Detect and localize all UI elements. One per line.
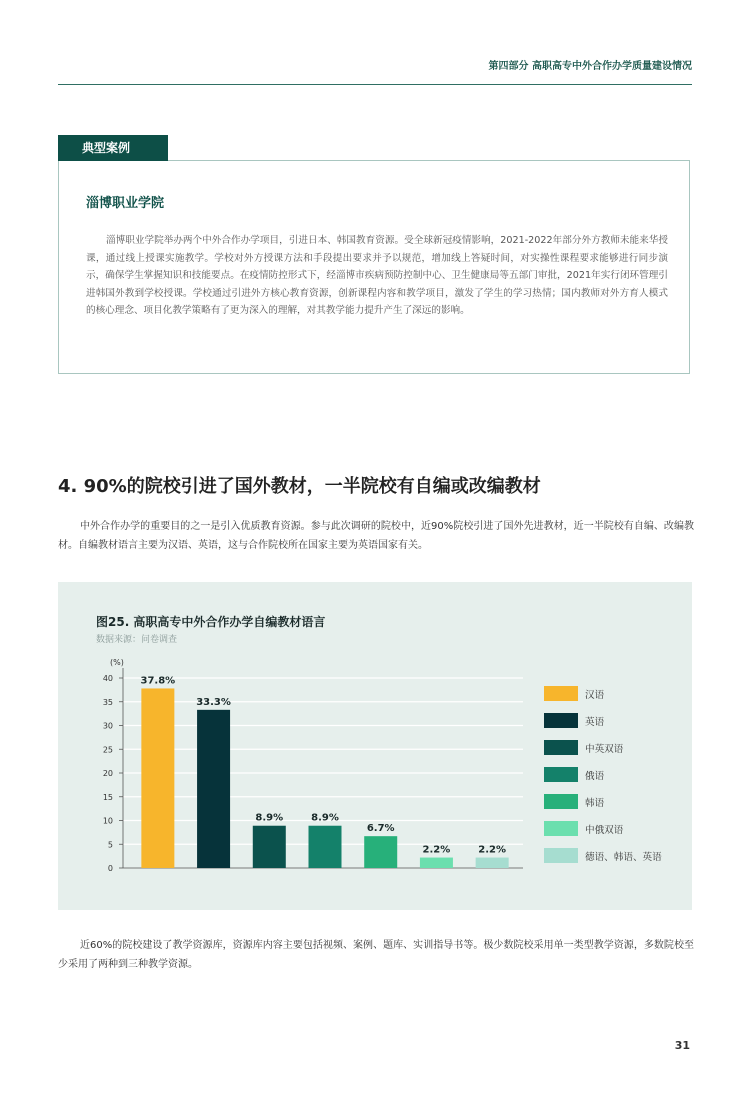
- running-header: 第四部分 高职高专中外合作办学质量建设情况: [488, 61, 692, 72]
- case-title: 淄博职业学院: [86, 196, 165, 211]
- y-tick-label: 15: [102, 792, 113, 802]
- legend-label: 汉语: [585, 690, 605, 701]
- header-divider: [58, 84, 692, 85]
- y-tick-label: 10: [102, 816, 113, 826]
- y-tick-label: 40: [102, 674, 113, 683]
- bar-value-label: 6.7%: [366, 823, 395, 835]
- bar-value-label: 37.8%: [140, 675, 176, 687]
- bar-value-label: 8.9%: [311, 812, 339, 824]
- legend-swatch: [544, 848, 578, 863]
- legend-swatch: [544, 821, 578, 836]
- y-tick-label: 30: [102, 721, 113, 731]
- bar-value-label: 2.2%: [478, 844, 507, 856]
- legend-label: 韩语: [585, 798, 605, 809]
- legend-label: 中英双语: [585, 744, 624, 755]
- bar: [197, 710, 230, 868]
- bar: [141, 688, 174, 868]
- y-tick-label: 35: [102, 697, 113, 707]
- y-tick-label: 5: [107, 840, 113, 850]
- section-paragraph-1: 中外合作办学的重要目的之一是引入优质教育资源。参与此次调研的院校中，近90%院校引进了国外先进教材，近一半院校有自编、改编教材。自编教材语言主要为汉语、英语，这与合作院校所在国家主要为英语国家有关。: [58, 521, 694, 551]
- bar: [253, 826, 286, 868]
- y-axis-label: (%): [110, 658, 124, 667]
- y-tick-label: 0: [107, 864, 113, 873]
- section-heading: 4. 90%的院校引进了国外教材，一半院校有自编或改编教材: [58, 476, 541, 497]
- case-body-text: 淄博职业学院举办两个中外合作办学项目，引进日本、韩国教育资源。受全球新冠疫情影响，2021-2022年部分外方教师未能来华授课，通过线上授课实施教学。学校对外方授课方法和手段提出要求并予以规范，增加线上答疑时间，对实操性课程要求能够进行同步演示，确保学生掌握知识和技能要点。在疫情防控形式下，经淄博市疾病预防控制中心、卫生健康局等五部门审批，2021年实行闭环管理引进韩国外教到学校授课。学校通过引进外方核心教育资源，创新课程内容和教学项目，激发了学生的学习热情；国内教师对外方育人模式的核心理念、项目化教学策略有了更为深入的理解，对其教学能力提升产生了深远的影响。: [86, 235, 668, 317]
- legend-swatch: [544, 767, 578, 782]
- bar-value-label: 33.3%: [196, 696, 231, 708]
- page-number: 31: [674, 1039, 690, 1052]
- section-paragraph-2: 近60%的院校建设了教学资源库，资源库内容主要包括视频、案例、题库、实训指导书等。极少数院校采用单一类型教学资源，多数院校至少采用了两种到三种教学资源。: [58, 940, 694, 970]
- bar: [476, 858, 509, 868]
- bar: [309, 826, 342, 868]
- y-tick-label: 25: [102, 745, 113, 755]
- legend-swatch: [544, 686, 578, 701]
- figure-title: 图25. 高职高专中外合作办学自编教材语言: [96, 615, 326, 629]
- legend-label: 中俄双语: [585, 825, 624, 836]
- bar-value-label: 8.9%: [255, 812, 284, 824]
- legend-label: 俄语: [585, 771, 605, 782]
- legend-swatch: [544, 794, 578, 809]
- legend-swatch: [544, 713, 578, 728]
- bar-value-label: 2.2%: [422, 844, 451, 856]
- legend-label: 德语、韩语、英语: [585, 852, 662, 863]
- case-tab-label: 典型案例: [58, 135, 168, 161]
- legend-swatch: [544, 740, 578, 755]
- legend-label: 英语: [585, 717, 605, 728]
- bar: [364, 836, 397, 868]
- y-tick-label: 20: [102, 769, 113, 778]
- bar: [420, 858, 453, 868]
- figure-panel: [58, 582, 692, 910]
- figure-source: 数据来源：问卷调查: [96, 635, 178, 645]
